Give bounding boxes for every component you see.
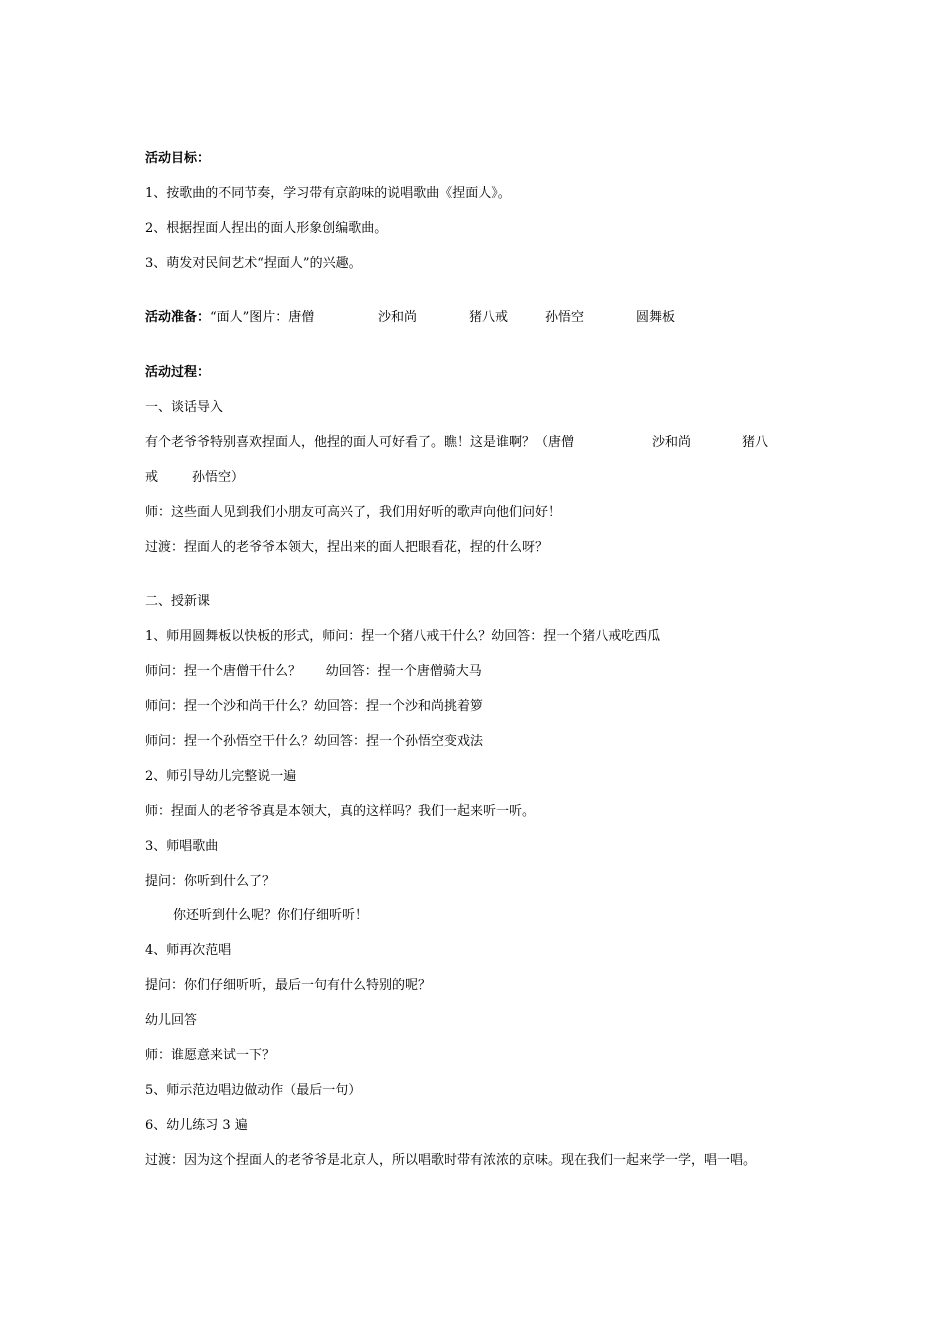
part2-line: 师问：捏一个唐僧干什么？ 幼回答：捏一个唐僧骑大马 (145, 664, 482, 679)
part2-line: 提问：你们仔细听听，最后一句有什么特别的呢？ (145, 978, 432, 993)
part2-line: 6、幼儿练习 3 遍 (145, 1118, 248, 1133)
part2-line: 师问：捏一个孙悟空干什么？幼回答：捏一个孙悟空变戏法 (145, 734, 484, 749)
part2-line: 你还听到什么呢？你们仔细听听！ (173, 908, 369, 923)
part2-line: 1、师用圆舞板以快板的形式，师问：捏一个猪八戒干什么？幼回答：捏一个猪八戒吃西瓜 (145, 629, 661, 644)
prep-intro: “面人”图片：唐僧 (210, 310, 315, 325)
part2-line: 师问：捏一个沙和尚干什么？幼回答：捏一个沙和尚挑着箩 (145, 699, 484, 714)
prep-item-sha: 沙和尚 (378, 310, 418, 325)
goal-item-3: 3、萌发对民间艺术“捏面人”的兴趣。 (145, 256, 362, 271)
part1-line2b: 孙悟空） (192, 470, 245, 485)
prep-item-board: 圆舞板 (636, 310, 676, 325)
part1-line3: 师：这些面人见到我们小朋友可高兴了，我们用好听的歌声向他们问好！ (145, 505, 562, 520)
part2-line: 3、师唱歌曲 (145, 839, 219, 854)
goals-heading: 活动目标： (145, 151, 211, 166)
part2-line: 提问：你听到什么了？ (145, 874, 276, 889)
part1-title: 一、谈话导入 (145, 400, 224, 415)
part1-line1c: 猪八 (742, 435, 769, 450)
part2-line: 师：捏面人的老爷爷真是本领大，真的这样吗？我们一起来听一听。 (145, 804, 536, 819)
prep-heading: 活动准备： (145, 310, 211, 325)
part1-line4: 过渡：捏面人的老爷爷本领大，捏出来的面人把眼看花，捏的什么呀？ (145, 540, 549, 555)
goal-item-1: 1、按歌曲的不同节奏，学习带有京韵味的说唱歌曲《捏面人》。 (145, 186, 511, 201)
part2-line: 4、师再次范唱 (145, 943, 232, 958)
prep-item-sun: 孙悟空 (545, 310, 585, 325)
part2-title: 二、授新课 (145, 594, 211, 609)
part1-line2a: 戒 (145, 470, 159, 485)
part2-line: 2、师引导幼儿完整说一遍 (145, 769, 297, 784)
process-heading: 活动过程： (145, 365, 211, 380)
part2-line: 5、师示范边唱边做动作（最后一句） (145, 1083, 362, 1098)
part1-line1b: 沙和尚 (652, 435, 692, 450)
part2-line: 师：谁愿意来试一下？ (145, 1048, 276, 1063)
prep-line (145, 309, 314, 327)
goal-item-2: 2、根据捏面人捏出的面人形象创编歌曲。 (145, 221, 388, 236)
prep-item-zhu: 猪八戒 (469, 310, 509, 325)
part1-line1a: 有个老爷爷特别喜欢捏面人，他捏的面人可好看了。瞧！这是谁啊？（唐僧 (145, 435, 575, 450)
part2-line: 过渡：因为这个捏面人的老爷爷是北京人，所以唱歌时带有浓浓的京味。现在我们一起来学一学，唱一唱。 (145, 1153, 757, 1168)
part2-line: 幼儿回答 (145, 1013, 198, 1028)
